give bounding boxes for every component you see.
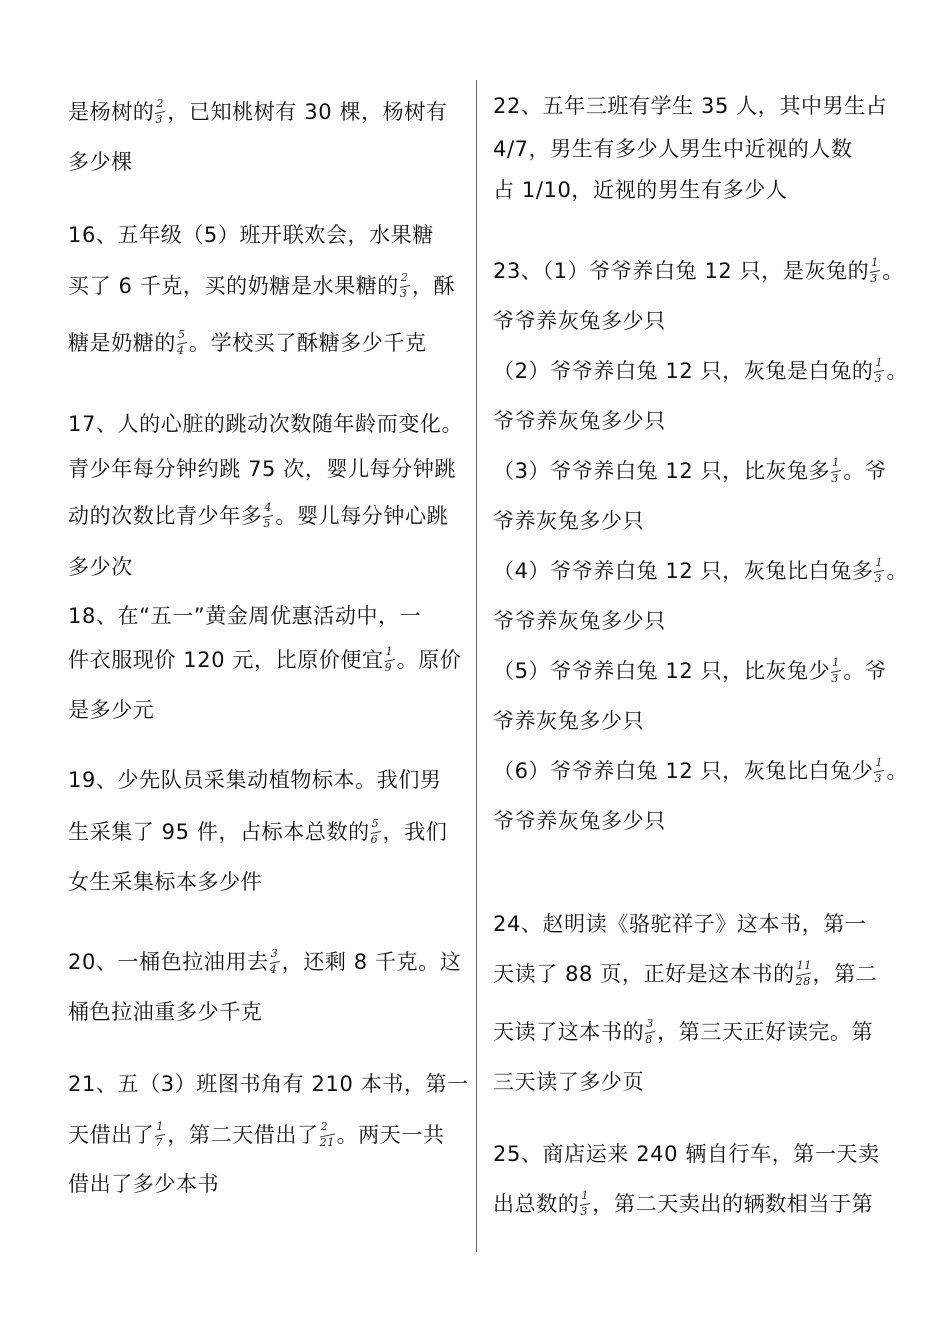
text-line [493, 757, 908, 787]
text-segment: 占 1/10，近视的男生有多少人 [493, 178, 788, 202]
fraction-numerator: 3 [270, 947, 279, 960]
fraction-denominator: 3 [874, 772, 883, 785]
text-segment: 。两天一共 [336, 1123, 445, 1147]
text-line [493, 1140, 880, 1168]
text-line [68, 221, 434, 249]
fraction-denominator: 3 [155, 113, 164, 126]
text-segment: 女生采集标本多少件 [68, 870, 263, 894]
text-segment: 爷爷养灰兔多少只 [493, 609, 666, 633]
fraction [400, 272, 411, 302]
fraction-denominator: 28 [795, 975, 811, 988]
fraction-denominator: 3 [874, 372, 883, 385]
fraction-numerator: 4 [264, 501, 273, 514]
text-line [68, 98, 447, 128]
fraction-denominator: 21 [319, 1136, 335, 1149]
text-segment: 出总数的 [493, 1192, 580, 1216]
text-segment: 。爷 [843, 659, 887, 683]
text-line [493, 807, 666, 835]
fraction-numerator: 5 [371, 817, 380, 830]
text-line [493, 176, 787, 204]
fraction-numerator: 1 [875, 556, 884, 569]
text-segment: 24、赵明读《骆驼祥子》这本书，第一 [493, 912, 867, 936]
text-segment: 多少棵 [68, 150, 133, 174]
fraction-denominator: 9 [384, 661, 393, 674]
text-segment: 爷爷养灰兔多少只 [493, 409, 666, 433]
fraction-denominator: 3 [580, 1205, 589, 1218]
text-line [493, 707, 644, 735]
text-segment: ，第二天借出了 [167, 1123, 319, 1147]
text-line [493, 92, 887, 120]
text-line [493, 607, 666, 635]
fraction [796, 960, 812, 990]
text-line [68, 455, 456, 483]
fraction-numerator: 1 [875, 756, 884, 769]
text-segment: 。原价 [396, 648, 462, 672]
fraction [155, 1121, 166, 1151]
fraction [645, 1018, 656, 1048]
fraction-denominator: 3 [831, 472, 839, 485]
fraction-denominator: 6 [370, 833, 379, 846]
text-line [493, 307, 666, 335]
text-line [493, 1018, 873, 1048]
fraction-numerator: 2 [320, 1120, 329, 1133]
fraction-denominator: 5 [263, 517, 272, 530]
text-segment: 买了 6 千克，买的奶糖是水果糖的 [68, 274, 399, 298]
text-segment: ，我们 [382, 820, 448, 844]
text-segment: ，已知桃树有 30 棵，杨树有 [167, 100, 448, 124]
fraction-denominator: 4 [269, 963, 278, 976]
text-line [68, 602, 421, 630]
text-segment: ，还剩 8 千克。这 [281, 950, 462, 974]
text-segment: （4）爷爷养白兔 12 只，灰兔比白兔多 [493, 559, 874, 583]
text-segment: 糖是奶糖的 [68, 331, 176, 355]
text-segment: 18、在“五一”黄金周优惠活动中，一 [68, 604, 422, 628]
text-line [68, 766, 442, 794]
fraction-denominator: 3 [874, 572, 883, 585]
text-segment: ，第二 [812, 962, 878, 986]
text-line [68, 148, 133, 176]
text-segment: ，第二天卖出的辆数相当于第 [592, 1192, 874, 1216]
text-line [68, 818, 447, 848]
text-segment: （3）爷爷养白兔 12 只，比灰兔多 [493, 459, 831, 483]
text-line [493, 1190, 873, 1220]
text-segment: 件衣服现价 120 元，比原价便宜 [68, 648, 384, 672]
text-segment: ，酥 [411, 274, 456, 298]
text-segment: 青少年每分钟约跳 75 次，婴儿每分钟跳 [68, 457, 457, 481]
fraction [270, 948, 281, 978]
fraction [320, 1121, 336, 1151]
text-line [68, 646, 461, 676]
fraction [874, 357, 885, 387]
text-segment: 爷养灰兔多少只 [493, 709, 645, 733]
text-segment: 。婴儿每分钟心跳 [275, 504, 449, 528]
text-segment: 爷养灰兔多少只 [493, 509, 645, 533]
text-line [68, 272, 455, 302]
text-line [493, 357, 908, 387]
text-line [493, 910, 867, 938]
text-segment: 4/7，男生有多少人男生中近视的人数 [493, 137, 853, 161]
fraction-numerator: 1 [385, 645, 394, 658]
text-segment: （5）爷爷养白兔 12 只，比灰兔少 [493, 659, 831, 683]
fraction [870, 257, 881, 287]
fraction-denominator: 8 [645, 1033, 653, 1046]
text-line [493, 457, 886, 487]
fraction-numerator: 11 [796, 959, 812, 972]
fraction-numerator: 2 [400, 271, 409, 284]
text-segment: 天读了 88 页，正好是这本书的 [493, 962, 795, 986]
fraction-denominator: 7 [155, 1136, 164, 1149]
fraction-numerator: 3 [646, 1017, 654, 1030]
text-line [68, 1070, 469, 1098]
fraction [831, 457, 842, 487]
fraction-denominator: 4 [177, 344, 185, 357]
fraction [177, 329, 188, 359]
fraction-numerator: 1 [832, 456, 840, 469]
fraction-denominator: 3 [870, 272, 878, 285]
text-segment: （6）爷爷养白兔 12 只，灰兔比白兔少 [493, 759, 874, 783]
text-line [68, 329, 427, 359]
text-segment: （2）爷爷养白兔 12 只，灰兔是白兔的 [493, 359, 874, 383]
text-segment: 借出了多少本书 [68, 1172, 220, 1196]
text-segment: 天借出了 [68, 1123, 155, 1147]
fraction [263, 502, 274, 532]
text-segment: 三天读了多少页 [493, 1070, 645, 1094]
text-segment: ，第三天正好读完。第 [657, 1020, 874, 1044]
text-segment: 动的次数比青少年多 [68, 504, 263, 528]
text-line [68, 553, 133, 581]
text-segment: 。 [882, 259, 904, 283]
text-line [68, 410, 463, 438]
text-segment: 多少次 [68, 555, 133, 579]
text-line [68, 1121, 445, 1151]
fraction-denominator: 3 [399, 287, 408, 300]
text-line [68, 868, 262, 896]
text-line [68, 696, 154, 724]
text-segment: 是杨树的 [68, 100, 155, 124]
text-segment: 23、（1）爷爷养白兔 12 只，是灰兔的 [493, 259, 870, 283]
text-segment: 17、人的心脏的跳动次数随年龄而变化。 [68, 412, 464, 436]
text-segment: 生采集了 95 件，占标本总数的 [68, 820, 370, 844]
text-line [68, 948, 461, 978]
text-segment: 20、一桶色拉油用去 [68, 950, 269, 974]
text-segment: 是多少元 [68, 698, 155, 722]
text-segment: 。学校买了酥糖多少千克 [189, 331, 427, 355]
fraction [580, 1190, 591, 1220]
fraction-denominator: 3 [831, 672, 839, 685]
text-segment: 22、五年三班有学生 35 人，其中男生占 [493, 94, 888, 118]
fraction-numerator: 1 [871, 256, 879, 269]
text-line [68, 1170, 219, 1198]
fraction-numerator: 1 [832, 656, 840, 669]
text-line [493, 135, 853, 163]
text-segment: 21、五（3）班图书角有 210 本书，第一 [68, 1072, 469, 1096]
text-segment: 。 [886, 759, 909, 783]
fraction [831, 657, 842, 687]
text-segment: 爷爷养灰兔多少只 [493, 809, 666, 833]
fraction [371, 818, 382, 848]
text-segment: 16、五年级（5）班开联欢会，水果糖 [68, 223, 434, 247]
text-line [493, 657, 886, 687]
text-line [493, 557, 908, 587]
text-line [68, 502, 448, 532]
fraction [874, 557, 885, 587]
text-line [493, 257, 904, 287]
text-segment: 天读了这本书的 [493, 1020, 645, 1044]
fraction [155, 98, 166, 128]
fraction-numerator: 1 [581, 1189, 590, 1202]
text-line [493, 407, 666, 435]
text-segment: 。 [886, 359, 909, 383]
text-line [493, 507, 644, 535]
text-segment: 。 [886, 559, 909, 583]
text-segment: 桶色拉油重多少千克 [68, 1000, 263, 1024]
text-line [68, 998, 262, 1026]
fraction-numerator: 5 [178, 328, 186, 341]
text-line [493, 960, 877, 990]
column-divider [476, 80, 477, 1252]
fraction-numerator: 1 [156, 1120, 165, 1133]
text-segment: 25、商店运来 240 辆自行车，第一天卖 [493, 1142, 880, 1166]
text-line [493, 1068, 644, 1096]
text-segment: 。爷 [843, 459, 887, 483]
text-segment: 19、少先队员采集动植物标本。我们男 [68, 768, 442, 792]
fraction [874, 757, 885, 787]
fraction-numerator: 2 [156, 97, 165, 110]
fraction [385, 646, 396, 676]
text-segment: 爷爷养灰兔多少只 [493, 309, 666, 333]
fraction-numerator: 1 [875, 356, 884, 369]
